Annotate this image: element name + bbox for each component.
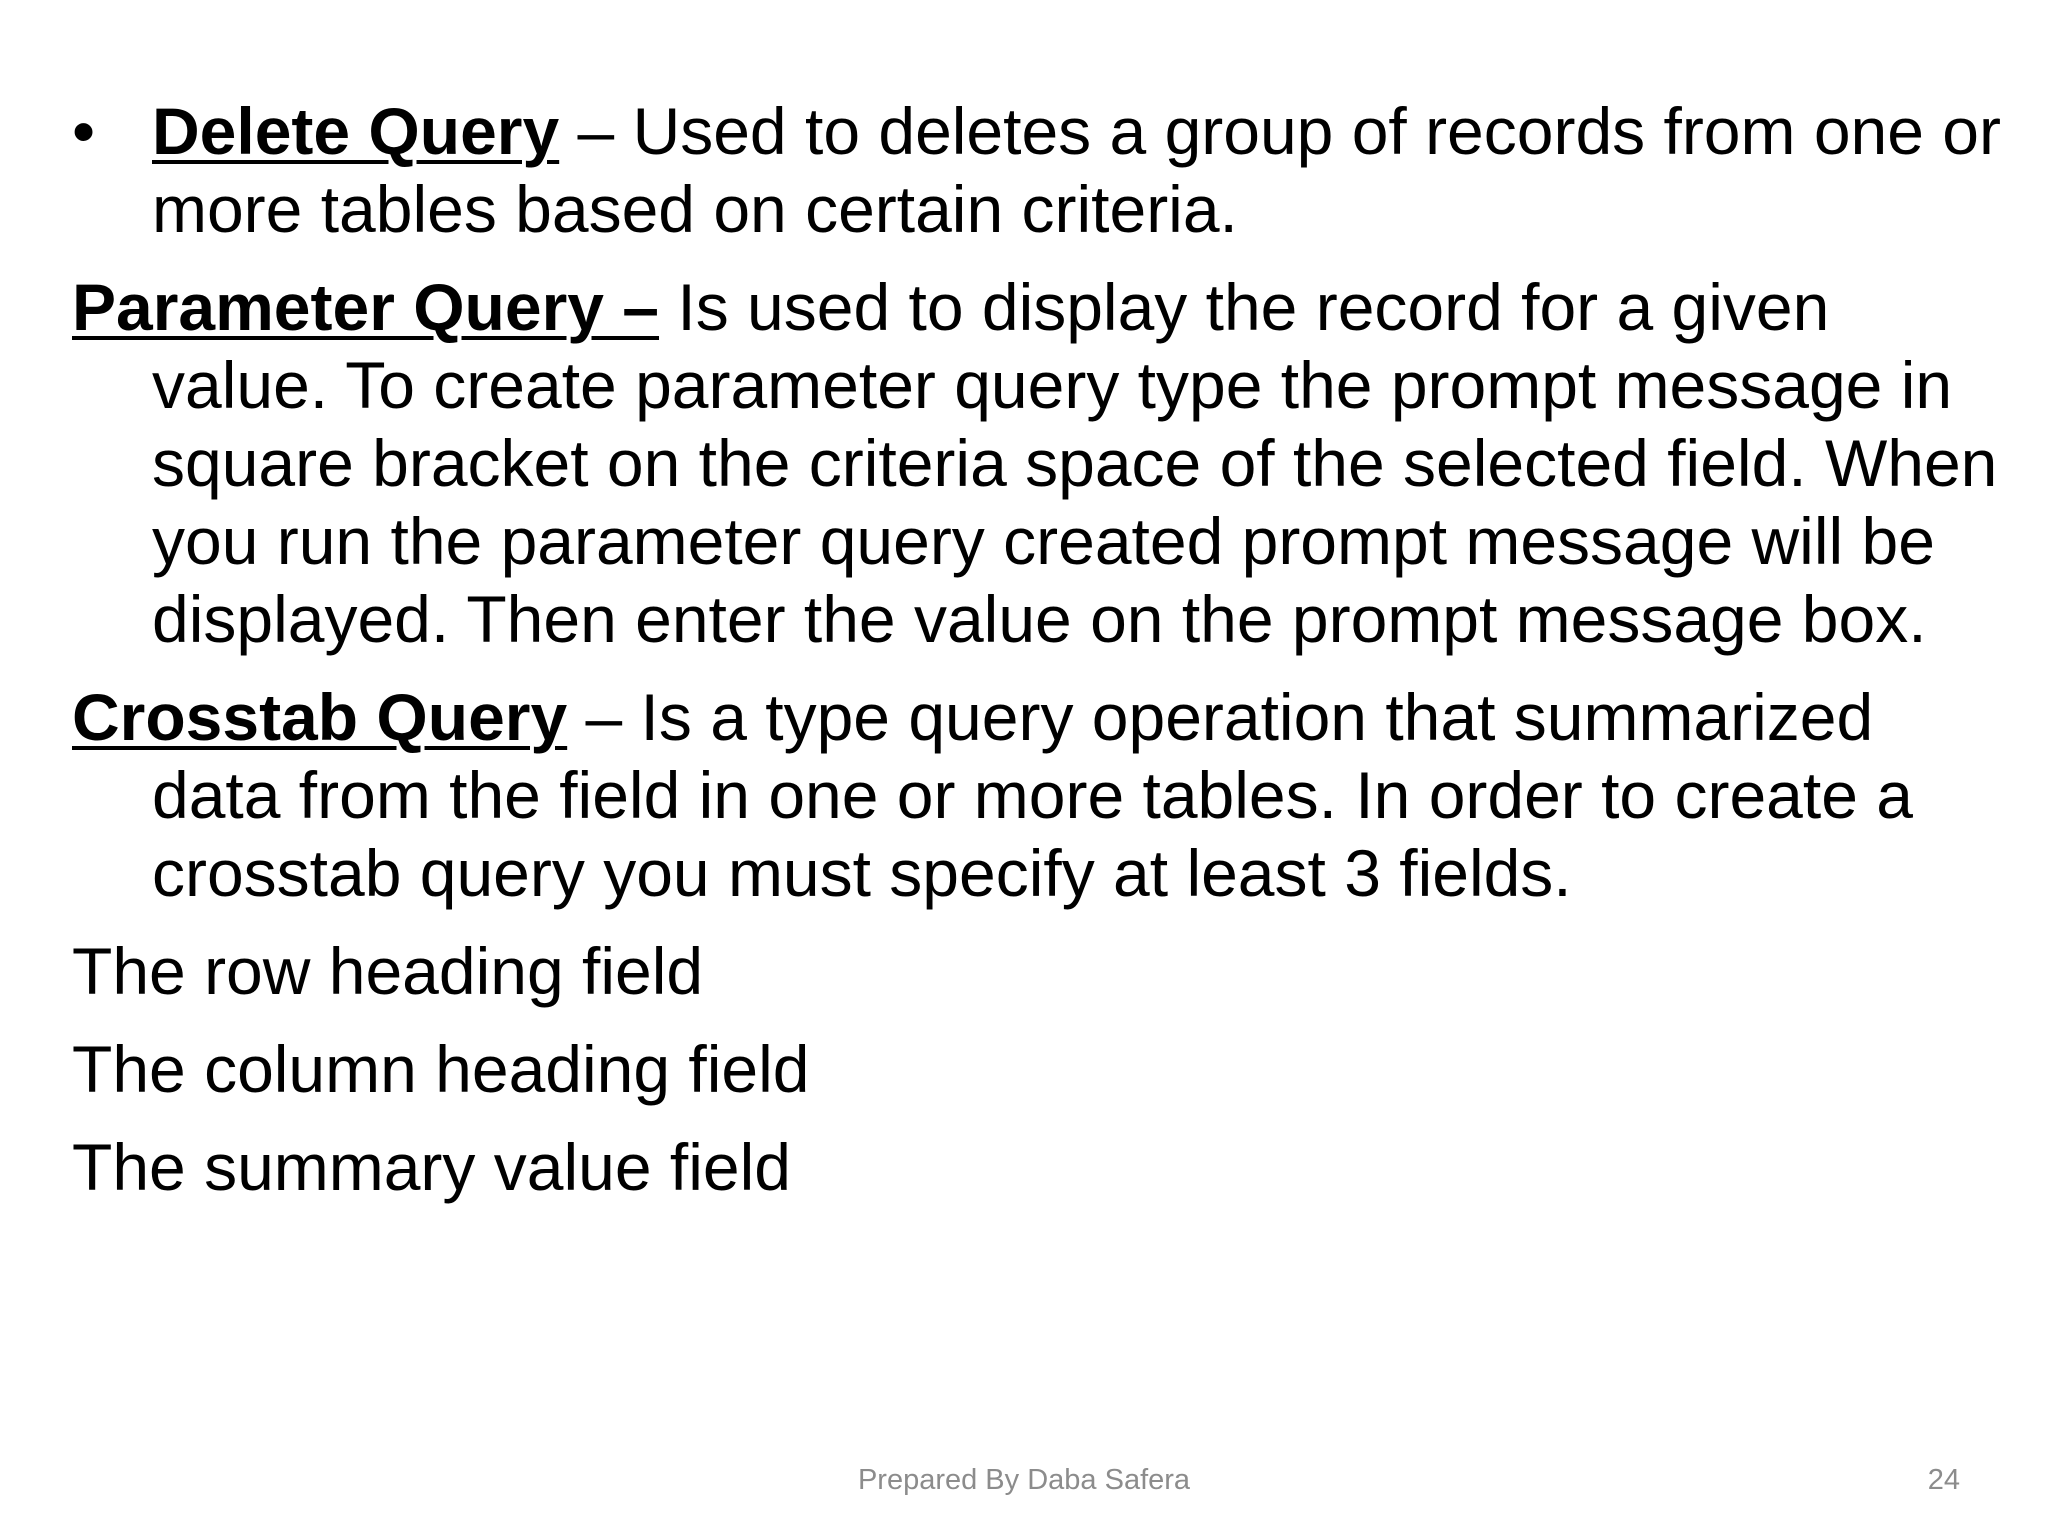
bullet-icon: •	[72, 94, 96, 168]
row-heading-field-line: The row heading field	[72, 934, 704, 1008]
parameter-query-paragraph	[72, 268, 2002, 658]
crosstab-query-term: Crosstab Query	[72, 680, 568, 754]
delete-query-description: – Used to deletes a group of records from one or more tables based on certain criteria.	[152, 94, 2001, 246]
delete-query-term: Delete Query	[152, 94, 560, 168]
summary-value-field-line: The summary value field	[72, 1130, 791, 1204]
footer-author: Prepared By Daba Safera	[857, 1464, 1191, 1496]
slide-body	[72, 92, 2002, 1226]
parameter-query-description: Is used to display the record for a given value. To create parameter query type the prompt message in square bracket on the criteria space of the selected field. When you run the parameter query created prompt message will be displayed. Then enter the value on the prompt message box.	[152, 270, 1998, 656]
crosstab-query-paragraph	[72, 678, 2002, 912]
delete-query-paragraph	[72, 92, 2002, 248]
column-heading-field-line: The column heading field	[72, 1032, 810, 1106]
crosstab-query-description: – Is a type query operation that summarized data from the field in one or more tables. In order to create a crosstab query you must specify at least 3 fields.	[152, 680, 1913, 910]
parameter-query-term: Parameter Query –	[72, 270, 660, 344]
footer-page-number: 24	[1927, 1464, 1960, 1496]
